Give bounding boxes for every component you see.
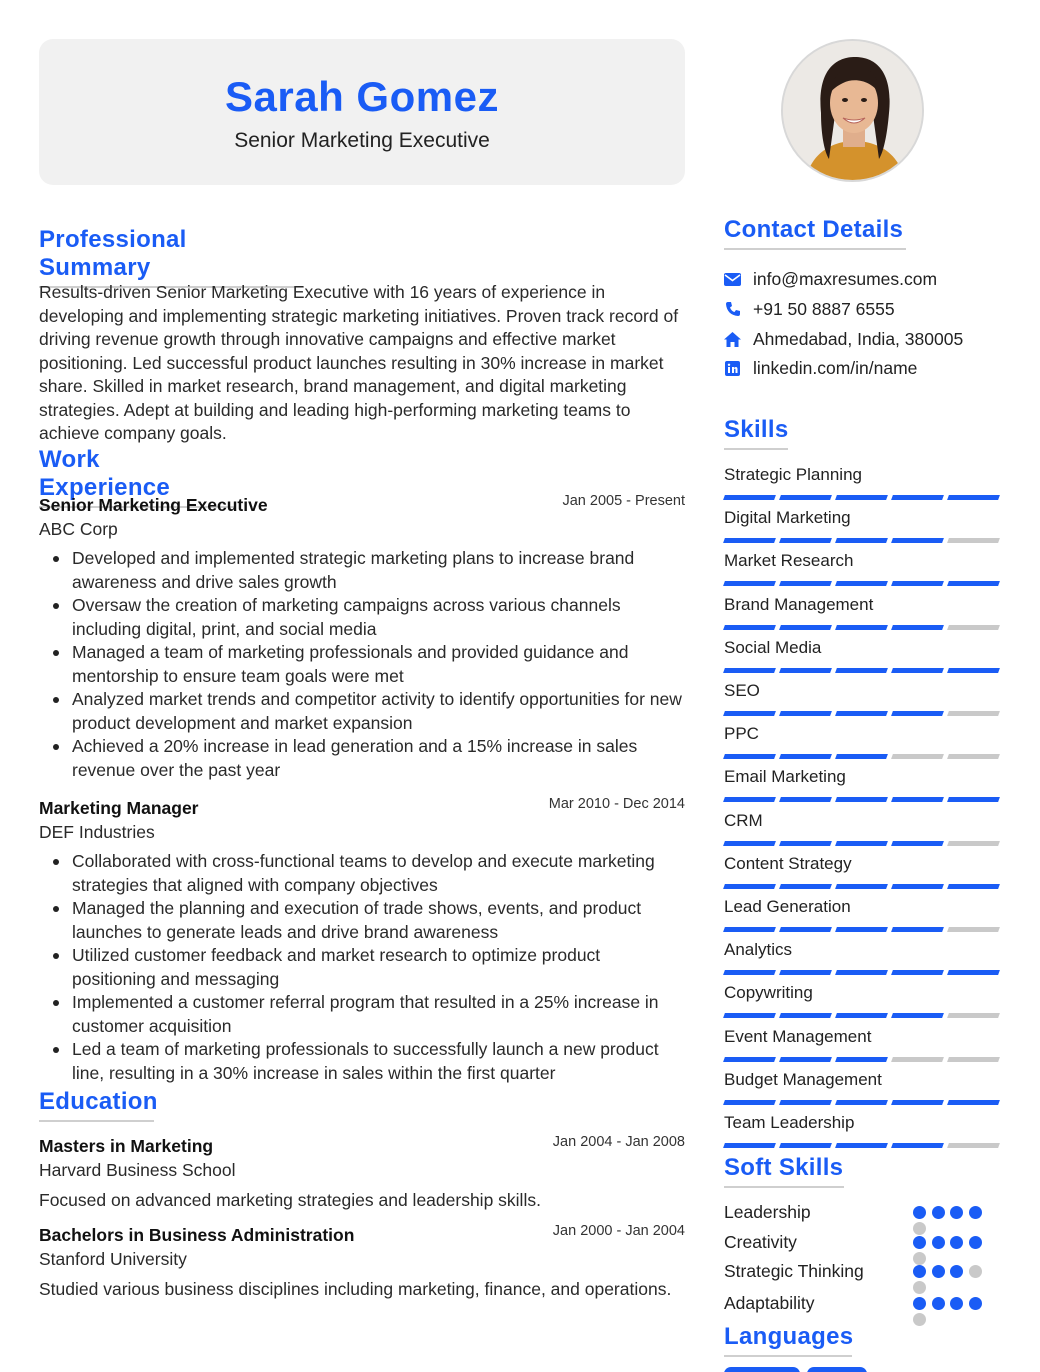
rating-dot <box>913 1297 926 1310</box>
skill-level-segment <box>835 1013 888 1018</box>
skill-level-segment <box>891 884 944 889</box>
skill-item <box>724 1113 1000 1148</box>
education-date: Jan 2004 - Jan 2008 <box>552 1134 685 1150</box>
soft-skill-rating <box>913 1236 993 1250</box>
skill-level-bar <box>724 495 1000 500</box>
soft-skills-heading: Soft Skills <box>724 1154 844 1188</box>
soft-skill-rating <box>913 1297 993 1311</box>
skill-level-segment <box>779 797 832 802</box>
soft-skill-name: Adaptability <box>724 1293 815 1313</box>
skill-item <box>724 767 1000 802</box>
rating-dot <box>932 1297 945 1310</box>
skill-level-segment <box>835 625 888 630</box>
skill-level-segment <box>779 581 832 586</box>
skill-level-segment <box>779 495 832 500</box>
job-entry <box>39 495 685 782</box>
rating-dot <box>913 1236 926 1249</box>
school-name: Stanford University <box>39 1249 187 1269</box>
soft-skill-name: Strategic Thinking <box>724 1261 864 1281</box>
rating-dot <box>932 1206 945 1219</box>
skill-level-bar <box>724 841 1000 846</box>
skill-level-segment <box>723 538 776 543</box>
skill-name: Copywriting <box>724 983 813 1003</box>
skill-item <box>724 1070 1000 1105</box>
job-bullets <box>39 547 685 782</box>
skill-level-segment <box>723 711 776 716</box>
skill-item <box>724 811 1000 846</box>
skill-level-segment <box>779 754 832 759</box>
skill-level-segment <box>947 927 1000 932</box>
skill-level-segment <box>947 970 1000 975</box>
skill-level-segment <box>947 754 1000 759</box>
profile-photo <box>781 39 924 182</box>
soft-skill-item <box>724 1261 1000 1285</box>
job-bullets <box>39 850 685 1085</box>
education-date: Jan 2000 - Jan 2004 <box>552 1223 685 1239</box>
skill-level-segment <box>835 581 888 586</box>
skill-item <box>724 508 1000 543</box>
skill-level-segment <box>947 1100 1000 1105</box>
skill-level-segment <box>723 884 776 889</box>
job-company: DEF Industries <box>39 822 155 842</box>
skill-level-segment <box>835 884 888 889</box>
skill-level-bar <box>724 581 1000 586</box>
education-description: Focused on advanced marketing strategies and leadership skills. <box>39 1190 541 1210</box>
skill-level-segment <box>779 711 832 716</box>
skill-level-bar <box>724 1143 1000 1148</box>
rating-dot <box>950 1297 963 1310</box>
skill-level-segment <box>779 1143 832 1148</box>
skill-level-segment <box>947 581 1000 586</box>
rating-dot <box>950 1206 963 1219</box>
skill-item <box>724 940 1000 975</box>
skill-name: Social Media <box>724 637 822 657</box>
skill-level-segment <box>891 495 944 500</box>
skill-level-segment <box>835 711 888 716</box>
skill-name: PPC <box>724 724 759 744</box>
contact-email[interactable] <box>724 268 937 290</box>
rating-dot <box>969 1297 982 1310</box>
skill-name: Team Leadership <box>724 1113 855 1132</box>
skill-level-segment <box>835 1143 888 1148</box>
skill-level-segment <box>723 970 776 975</box>
skill-level-segment <box>835 797 888 802</box>
skill-level-segment <box>779 1057 832 1062</box>
job-bullet: Managed a team of marketing professionals and provided guidance and mentorship to ensure team goals were met <box>39 641 685 688</box>
skill-level-segment <box>779 1100 832 1105</box>
skill-level-segment <box>835 668 888 673</box>
rating-dot <box>950 1265 963 1278</box>
skill-level-segment <box>891 841 944 846</box>
skill-item <box>724 551 1000 586</box>
linkedin-icon <box>724 360 741 377</box>
skill-name: CRM <box>724 810 763 830</box>
skill-item <box>724 595 1000 630</box>
education-entry <box>39 1225 685 1302</box>
soft-skill-rating <box>913 1206 993 1220</box>
skill-level-segment <box>891 754 944 759</box>
soft-skill-name: Leadership <box>724 1202 811 1222</box>
skill-level-segment <box>835 970 888 975</box>
skill-level-bar <box>724 538 1000 543</box>
soft-skill-item <box>724 1202 1000 1226</box>
skill-level-segment <box>947 711 1000 716</box>
skill-level-segment <box>779 1013 832 1018</box>
skill-item <box>724 724 1000 759</box>
skill-name: Digital Marketing <box>724 508 851 528</box>
skill-level-segment <box>835 1100 888 1105</box>
skill-name: Budget Management <box>724 1069 882 1089</box>
skill-name: Event Management <box>724 1026 872 1046</box>
school-name: Harvard Business School <box>39 1160 236 1180</box>
rating-dot <box>969 1265 982 1278</box>
skill-level-segment <box>723 1013 776 1018</box>
rating-dot <box>913 1265 926 1278</box>
education-entry <box>39 1136 685 1213</box>
skill-level-segment <box>779 625 832 630</box>
language-pill <box>724 1367 800 1372</box>
skill-item <box>724 983 1000 1018</box>
job-title: Marketing Manager <box>39 798 199 818</box>
skill-item <box>724 638 1000 673</box>
skill-level-segment <box>947 495 1000 500</box>
candidate-name: Sarah Gomez <box>225 73 499 120</box>
skill-level-segment <box>891 711 944 716</box>
skill-level-segment <box>835 1057 888 1062</box>
skill-level-segment <box>779 970 832 975</box>
skill-item <box>724 465 1000 500</box>
job-company: ABC Corp <box>39 519 118 539</box>
candidate-title: Senior Marketing Executive <box>234 129 490 152</box>
rating-dot <box>913 1206 926 1219</box>
rating-dot <box>969 1236 982 1249</box>
education-description: Studied various business disciplines including marketing, finance, and operations. <box>39 1279 672 1299</box>
contact-email-text: info@maxresumes.com <box>753 268 938 289</box>
job-bullet: Implemented a customer referral program that resulted in a 25% increase in customer acquisition <box>39 991 685 1038</box>
skill-level-segment <box>723 625 776 630</box>
skill-name: Market Research <box>724 551 854 571</box>
skill-level-segment <box>779 841 832 846</box>
skill-level-segment <box>835 495 888 500</box>
contact-phone-text: +91 50 8887 6555 <box>753 298 895 319</box>
summary-text: Results-driven Senior Marketing Executive with 16 years of experience in developing and implementing strategic marketing initiatives. Proven track record of driving revenue growth through innovative campaigns and effective market positioning. Led successful product launches resulting in 30% increase in market share. Skilled in market research, brand management, and digital marketing strategies. Adept at building and leading high-performing marketing teams to achieve company goals. <box>39 282 679 443</box>
skill-level-segment <box>723 841 776 846</box>
language-pill <box>807 1367 867 1372</box>
job-date: Mar 2010 - Dec 2014 <box>548 796 685 812</box>
skill-level-segment <box>779 884 832 889</box>
home-icon <box>724 331 741 348</box>
job-bullet: Analyzed market trends and competitor activity to identify opportunities for new product development and market expansion <box>39 688 685 735</box>
skill-level-segment <box>723 581 776 586</box>
skill-item <box>724 1027 1000 1062</box>
skill-level-bar <box>724 1013 1000 1018</box>
skill-level-segment <box>891 1057 944 1062</box>
skill-level-segment <box>891 625 944 630</box>
skill-level-segment <box>723 797 776 802</box>
soft-skill-rating <box>913 1265 993 1279</box>
rating-dot <box>950 1236 963 1249</box>
skill-name: Content Strategy <box>724 853 852 873</box>
skill-level-segment <box>891 927 944 932</box>
skill-level-segment <box>779 668 832 673</box>
skill-level-segment <box>947 841 1000 846</box>
phone-icon <box>724 301 741 318</box>
skill-level-segment <box>891 1013 944 1018</box>
job-bullet: Oversaw the creation of marketing campaigns across various channels including digital, print, and social media <box>39 594 685 641</box>
rating-dot <box>932 1236 945 1249</box>
skill-level-bar <box>724 884 1000 889</box>
job-title: Senior Marketing Executive <box>39 495 268 515</box>
soft-skill-item <box>724 1232 1000 1256</box>
skill-level-segment <box>891 538 944 543</box>
skill-level-segment <box>835 754 888 759</box>
skill-level-segment <box>835 841 888 846</box>
skill-level-bar <box>724 970 1000 975</box>
job-bullet: Developed and implemented strategic marketing plans to increase brand awareness and drive sales growth <box>39 547 685 594</box>
rating-dot <box>913 1313 926 1326</box>
skill-level-segment <box>947 625 1000 630</box>
skill-item <box>724 854 1000 889</box>
skill-level-segment <box>779 538 832 543</box>
education-heading: Education <box>39 1088 154 1122</box>
skill-level-segment <box>947 538 1000 543</box>
skill-level-segment <box>723 1057 776 1062</box>
skill-level-segment <box>723 927 776 932</box>
skill-level-segment <box>947 797 1000 802</box>
summary-heading: Professional Summary <box>39 226 304 288</box>
contact-phone[interactable] <box>724 298 895 320</box>
skill-level-segment <box>947 1057 1000 1062</box>
job-bullet: Achieved a 20% increase in lead generation and a 15% increase in sales revenue over the past year <box>39 735 685 782</box>
skill-level-bar <box>724 625 1000 630</box>
skill-level-segment <box>723 495 776 500</box>
contact-linkedin[interactable] <box>724 357 917 379</box>
skill-item <box>724 681 1000 716</box>
experience-heading: Work Experience <box>39 446 234 508</box>
skills-heading: Skills <box>724 416 788 450</box>
email-icon <box>724 271 741 288</box>
skill-item <box>724 897 1000 932</box>
contact-address-text: Ahmedabad, India, 380005 <box>753 328 964 349</box>
skill-level-segment <box>947 668 1000 673</box>
contact-linkedin-text: linkedin.com/in/name <box>753 357 918 378</box>
job-entry <box>39 798 685 1085</box>
degree-title: Masters in Marketing <box>39 1136 214 1156</box>
skill-level-bar <box>724 797 1000 802</box>
rating-dot <box>969 1206 982 1219</box>
portrait-icon <box>783 41 924 182</box>
skill-level-segment <box>723 1143 776 1148</box>
skill-level-segment <box>891 797 944 802</box>
skill-level-bar <box>724 711 1000 716</box>
soft-skill-name: Creativity <box>724 1232 797 1252</box>
job-bullet: Utilized customer feedback and market research to optimize product positioning and messaging <box>39 944 685 991</box>
rating-dot <box>932 1265 945 1278</box>
soft-skill-item <box>724 1293 1000 1317</box>
skill-level-segment <box>947 884 1000 889</box>
skill-level-segment <box>835 538 888 543</box>
skill-name: Email Marketing <box>724 767 846 787</box>
skill-name: Lead Generation <box>724 897 851 916</box>
contact-address <box>724 328 963 350</box>
skill-level-segment <box>723 1100 776 1105</box>
skill-level-segment <box>891 581 944 586</box>
skill-level-segment <box>723 668 776 673</box>
skill-level-segment <box>891 970 944 975</box>
skill-level-segment <box>835 927 888 932</box>
skill-level-bar <box>724 1100 1000 1105</box>
skill-level-segment <box>891 668 944 673</box>
job-bullet: Collaborated with cross-functional teams to develop and execute marketing strategies that aligned with company objectives <box>39 850 685 897</box>
skill-level-segment <box>891 1143 944 1148</box>
skill-name: Strategic Planning <box>724 465 862 484</box>
degree-title: Bachelors in Business Administration <box>39 1225 355 1245</box>
skill-level-bar <box>724 927 1000 932</box>
skill-name: Analytics <box>724 940 793 960</box>
skill-level-segment <box>891 1100 944 1105</box>
skill-name: Brand Management <box>724 594 874 614</box>
contact-heading: Contact Details <box>724 216 906 250</box>
languages-heading: Languages <box>724 1323 852 1357</box>
skill-level-segment <box>779 927 832 932</box>
skill-level-bar <box>724 668 1000 673</box>
job-bullet: Led a team of marketing professionals to successfully launch a new product line, resulting in a 30% increase in sales within the first quarter <box>39 1038 685 1085</box>
skill-level-bar <box>724 754 1000 759</box>
skill-level-bar <box>724 1057 1000 1062</box>
header-box <box>39 39 685 185</box>
skill-level-segment <box>947 1143 1000 1148</box>
skill-name: SEO <box>724 681 760 700</box>
skill-level-segment <box>723 754 776 759</box>
skill-level-segment <box>947 1013 1000 1018</box>
job-bullet: Managed the planning and execution of trade shows, events, and product launches to generate leads and drive brand awareness <box>39 897 685 944</box>
job-date: Jan 2005 - Present <box>562 493 685 509</box>
